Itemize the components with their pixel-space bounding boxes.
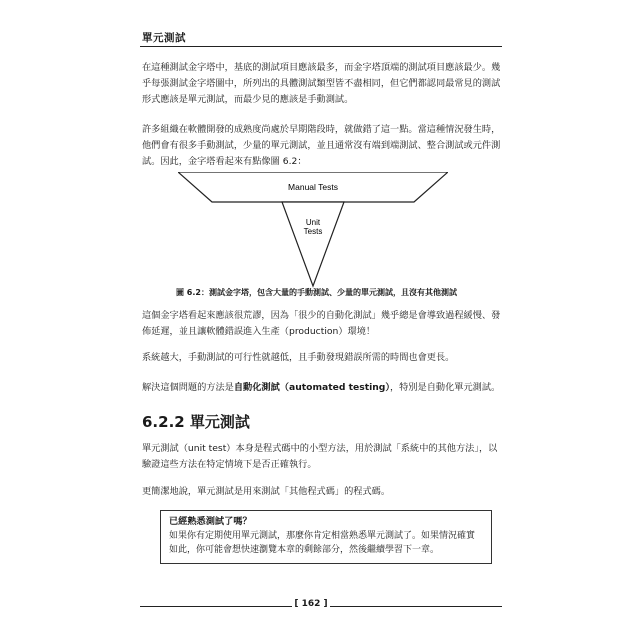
- footer-rule-left: [140, 606, 292, 607]
- callout-title: 已經熟悉測試了嗎？: [169, 516, 252, 527]
- paragraph-pyramid-intro: 在這種測試金字塔中，基底的測試項目應該最多，而金字塔頂端的測試項目應該最少。幾乎每張測試金字塔圖中，所列出的具體測試類型皆不盡相同，但它們都認同最常見的測試形式應該是單元測試，而最少見的應該是手動測試。: [142, 62, 501, 105]
- figure-caption: 圖 6.2：測試金字塔，包含大量的手動測試、少量的單元測試，且沒有其他測試: [176, 288, 457, 297]
- paragraph-pyramid-absurd: 這個金字塔看起來應該很荒謬，因為「很少的自動化測試」幾乎總是會導致過程緩慢、發佈延遲，並且讓軟體錯誤進入生產（production）環境！: [142, 310, 501, 337]
- callout-body: 如果你有定期使用單元測試，那麼你肯定相當熟悉單元測試了。如果情況確實如此，你可能會想快速瀏覽本章的剩餘部分，然後繼續學習下一章。: [169, 531, 476, 555]
- tests-label: Tests: [303, 227, 323, 236]
- unit-label: Unit: [305, 218, 321, 227]
- paragraph-system-size: 系統越大，手動測試的可行性就越低，且手動發現錯誤所需的時間也會更長。: [142, 352, 455, 363]
- solution-prefix: 解決這個問題的方法是: [142, 382, 234, 393]
- automated-testing-term: 自動化測試（automated testing）: [233, 382, 390, 393]
- tip-callout-box: [160, 510, 492, 564]
- inverted-pyramid-diagram: [178, 172, 448, 290]
- page-number: [ 162 ]: [294, 599, 328, 609]
- inverted-pyramid-figure: [178, 172, 448, 290]
- paragraph-organizations: 許多組織在軟體開發的成熟度尚處於早期階段時，就做錯了這一點。當這種情況發生時，他們會有很多手動測試，少量的單元測試，並且通常沒有端到端測試、整合測試或元件測試。因此，金字塔看起來有點像圖 6.2：: [142, 124, 501, 167]
- footer-rule-right: [330, 606, 502, 607]
- paragraph-unit-test-definition: 單元測試（unit test）本身是程式碼中的小型方法，用於測試「系統中的其他方法」，以驗證這些方法在特定情境下是否正確執行。: [142, 443, 498, 470]
- running-header-title: 單元測試: [142, 32, 186, 44]
- unit-tests-triangle: [282, 202, 344, 286]
- solution-suffix: ，特別是自動化單元測試。: [389, 382, 501, 393]
- manual-tests-label: Manual Tests: [288, 182, 338, 192]
- paragraph-unit-test-summary: 更簡潔地說，單元測試是用來測試「其他程式碼」的程式碼。: [142, 486, 391, 497]
- header-rule: [140, 46, 502, 47]
- section-heading: 6.2.2 單元測試: [142, 413, 250, 431]
- paragraph-solution: [142, 380, 504, 396]
